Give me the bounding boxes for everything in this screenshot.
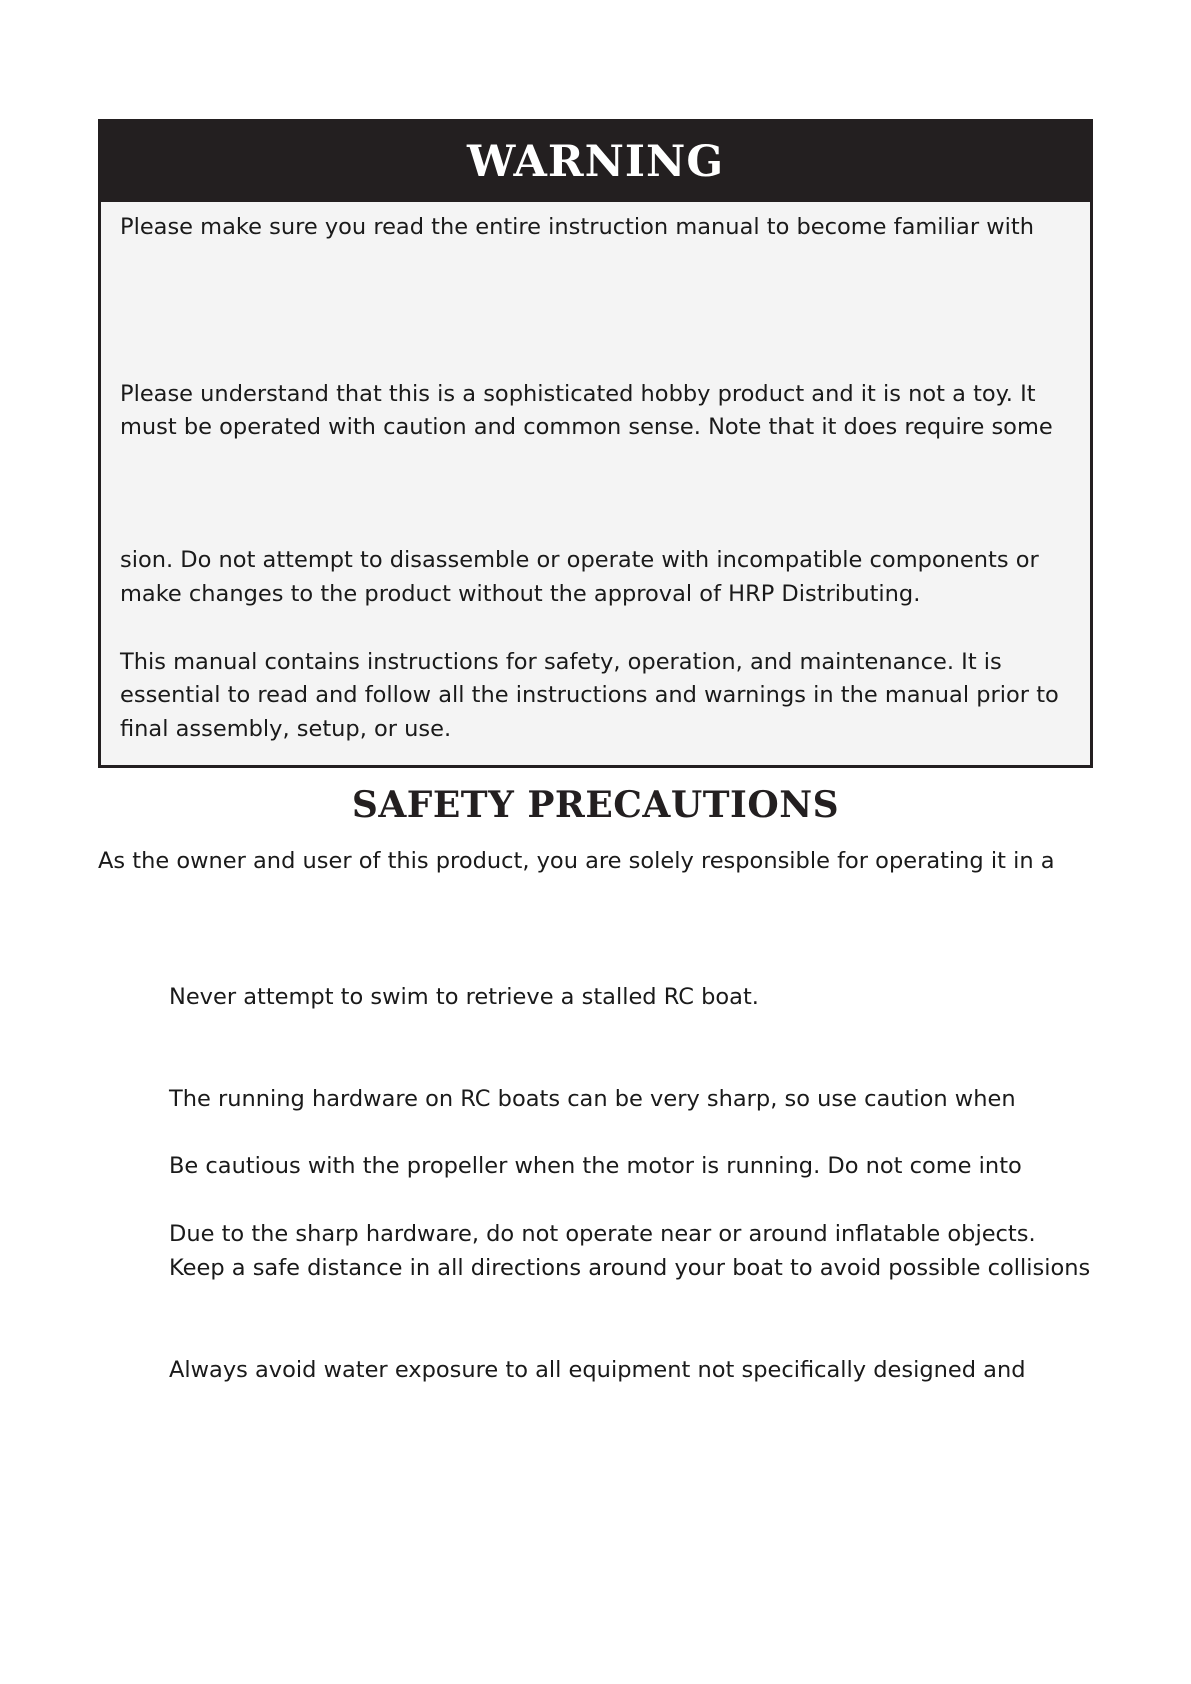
warning-line: essential to read and follow all the instructions and warnings in the manual prior to (120, 682, 1059, 708)
safety-item: Keep a safe distance in all directions around your boat to avoid possible collisions (169, 1255, 1091, 1281)
safety-item: Always avoid water exposure to all equipment not specifically designed and (169, 1357, 1026, 1383)
safety-title: SAFETY PRECAUTIONS (351, 784, 840, 826)
warning-line: final assembly, setup, or use. (120, 716, 452, 742)
warning-line: This manual contains instructions for safety, operation, and maintenance. It is (120, 649, 1002, 675)
warning-line: Please understand that this is a sophisticated hobby product and it is not a toy. It (120, 381, 1036, 407)
warning-line: make changes to the product without the approval of HRP Distributing. (120, 581, 921, 607)
warning-line: sion. Do not attempt to disassemble or operate with incompatible components or (120, 547, 1039, 573)
warning-title: WARNING (101, 122, 1090, 202)
safety-intro: As the owner and user of this product, you are solely responsible for operating it in a (98, 848, 1055, 874)
safety-item: Due to the sharp hardware, do not operate near or around inflatable objects. (169, 1221, 1036, 1247)
warning-line: Please make sure you read the entire instruction manual to become familiar with (120, 214, 1034, 240)
safety-item: The running hardware on RC boats can be very sharp, so use caution when (169, 1086, 1016, 1112)
warning-line: must be operated with caution and common sense. Note that it does require some (120, 414, 1053, 440)
safety-item: Never attempt to swim to retrieve a stalled RC boat. (169, 984, 759, 1010)
safety-item: Be cautious with the propeller when the motor is running. Do not come into (169, 1153, 1022, 1179)
